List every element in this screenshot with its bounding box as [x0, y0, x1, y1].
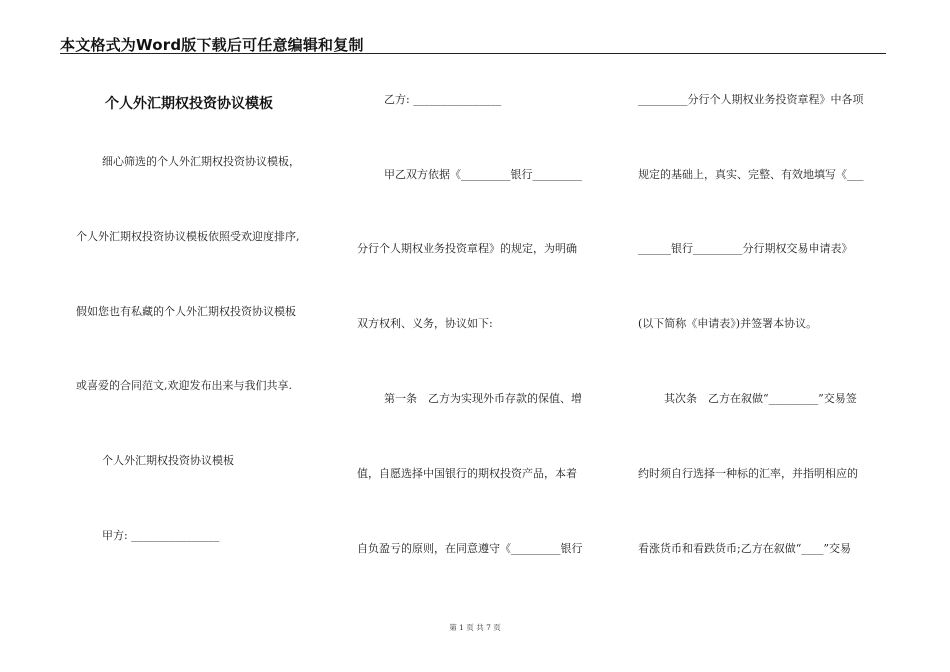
col3-line-6: 约时须自行选择一种标的汇率，并指明相应的: [638, 467, 858, 480]
col1-line-2: 个人外汇期权投资协议模板依照受欢迎度排序,: [76, 230, 300, 243]
col1-line-5: 个人外汇期权投资协议模板: [102, 454, 234, 467]
page-number: 第 1 页 共 7 页: [449, 623, 501, 632]
col2-line-4: 双方权利、义务，协议如下:: [357, 317, 493, 330]
col1-line-3: 假如您也有私藏的个人外汇期权投资协议模板: [76, 305, 296, 318]
col3-line-2: 规定的基础上，真实、完整、有效地填写《___: [638, 168, 864, 181]
col1-line-4: 或喜爱的合同范文,欢迎发布出来与我们共享.: [76, 379, 292, 392]
col2-line-1: 乙方: ________________: [384, 93, 502, 106]
col3-line-1: _________分行个人期权业务投资章程》中各项: [638, 93, 864, 106]
col3-line-7: 看涨货币和看跌货币;乙方在叙做“____”交易: [638, 542, 851, 555]
col3-line-5: 其次条 乙方在叙做“_________”交易签: [664, 392, 857, 405]
document-title: 个人外汇期权投资协议模板: [105, 96, 273, 112]
col2-line-7: 自负盈亏的原则，在同意遵守《_________银行: [357, 542, 583, 555]
col2-line-5: 第一条 乙方为实现外币存款的保值、增: [384, 392, 582, 405]
header-divider: [60, 53, 886, 54]
col1-line-6: 甲方: ________________: [102, 529, 220, 542]
col1-line-1: 细心筛选的个人外汇期权投资协议模板，: [102, 155, 300, 168]
col2-line-3: 分行个人期权业务投资章程》的规定，为明确: [357, 242, 577, 255]
col2-line-6: 值，自愿选择中国银行的期权投资产品，本着: [357, 467, 577, 480]
col3-line-4: (以下简称《申请表》)并签署本协议。: [638, 317, 818, 330]
header-title: 本文格式为Word版下载后可任意编辑和复制: [60, 36, 364, 54]
col2-line-2: 甲乙双方依据《_________银行_________: [384, 168, 582, 181]
col3-line-3: ______银行_________分行期权交易申请表》: [638, 242, 853, 255]
